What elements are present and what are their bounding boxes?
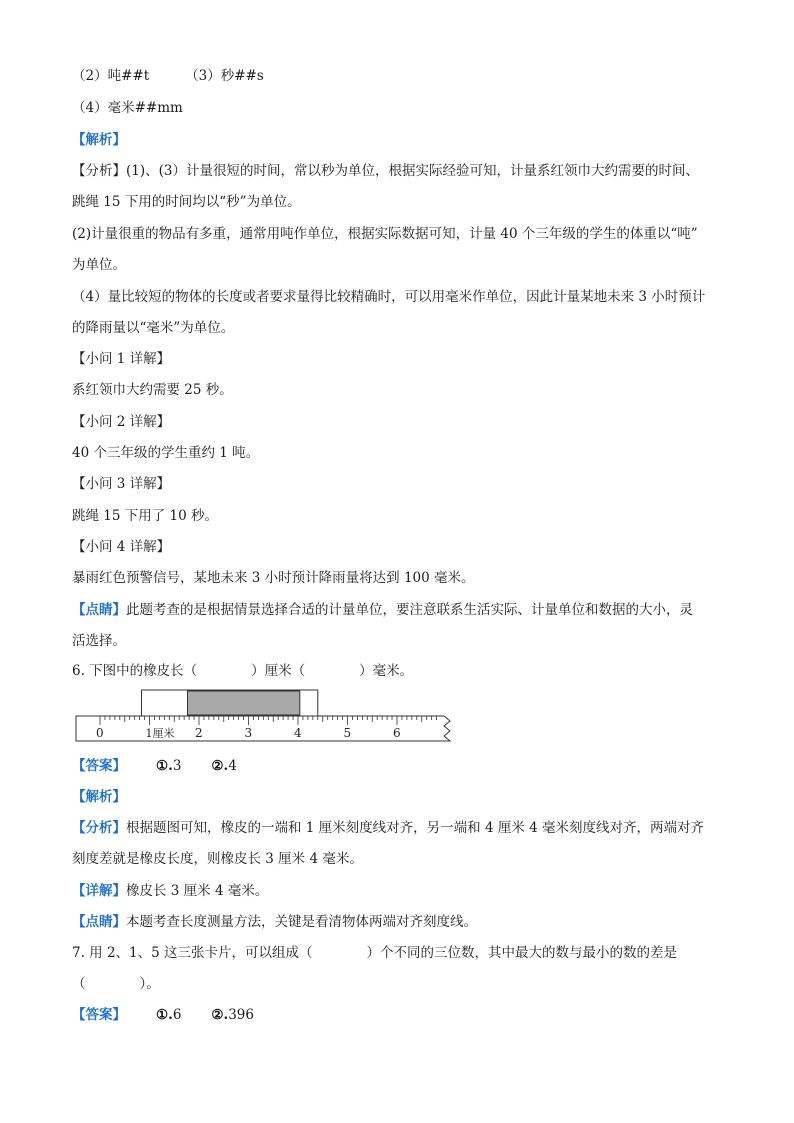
comment-text: 此题考查的是根据情景选择合适的计量单位，要注意联系生活实际、计量单位和数据的大小，灵 [126,602,693,618]
answer-tag: 【答案】 [72,1007,126,1023]
comment-line [72,600,732,620]
analysis-text: 为单位。 [72,257,126,273]
sub-question-heading: 【小问 1 详解】 [72,351,171,367]
sub-question-heading: 【小问 2 详解】 [72,414,171,430]
ruler-label: 1厘米 [145,727,175,740]
eraser-shaded [188,691,300,715]
detail-text: 橡皮长 3 厘米 4 毫米。 [126,883,269,899]
question-7-cont: （ ）。 [72,976,160,992]
comment-text: 活选择。 [72,633,126,649]
sub-answer: 系红领巾大约需要 25 秒。 [72,382,233,398]
answer-value-1: 6 [172,1007,182,1023]
analysis-tag: 【分析】 [72,820,126,836]
answer-3: （3）秒##s [185,68,264,84]
analysis-text: (2)计量很重的物品有多重，通常用吨作单位，根据实际数据可知，计量 40 个三年级的学生的体重以“吨” [72,226,698,242]
analysis-heading: 【解析】 [72,789,126,805]
answer-6-line [72,756,732,776]
answer-marker-2: ②. [211,758,229,774]
detail-line [72,881,732,901]
answer-marker-2: ②. [211,1007,229,1023]
eraser [142,690,318,716]
ruler-label: 2 [195,726,203,740]
answer-line-2-3 [72,66,732,86]
sub-answer: 跳绳 15 下用了 10 秒。 [72,508,219,524]
analysis-text: 根据题图可知，橡皮的一端和 1 厘米刻度线对齐，另一端和 4 厘米 4 毫米刻度线对齐，两端对齐 [126,820,705,836]
analysis-line [72,818,732,838]
comment-line [72,912,732,932]
analysis-text: 刻度差就是橡皮长度，则橡皮长 3 厘米 4 毫米。 [72,851,363,867]
answer-2: （2）吨##t [72,68,150,84]
analysis-text: 的降雨量以“毫米”为单位。 [72,320,235,336]
ruler-figure [72,688,462,744]
sub-question-heading: 【小问 3 详解】 [72,476,171,492]
sub-answer: 暴雨红色预警信号，某地未来 3 小时预计降雨量将达到 100 毫米。 [72,570,475,586]
answer-value-2: 396 [228,1007,254,1023]
sub-answer: 40 个三年级的学生重约 1 吨。 [72,445,260,461]
sub-question-heading: 【小问 4 详解】 [72,539,171,555]
analysis-text: 跳绳 15 下用的时间均以“秒”为单位。 [72,194,301,210]
ruler-label: 4 [294,726,302,740]
ruler-svg [72,688,462,744]
ruler-label: 6 [393,726,401,740]
comment-text: 本题考查长度测量方法，关键是看清物体两端对齐刻度线。 [126,914,477,930]
answer-7-line [72,1005,732,1025]
ruler-label: 3 [244,726,253,740]
comment-tag: 【点睛】 [72,914,126,930]
detail-tag: 【详解】 [72,883,126,899]
analysis-text: 【分析】(1)、(3）计量很短的时间，常以秒为单位，根据实际经验可知，计量系红领巾大约需要的时间、 [72,163,699,179]
question-6: 6. 下图中的橡皮长（ ）厘米（ ）毫米。 [72,663,414,679]
question-7: 7. 用 2、1、5 这三张卡片，可以组成（ ）个不同的三位数，其中最大的数与最小的数的差是 [72,945,678,961]
answer-value-1: 3 [172,758,182,774]
answer-tag: 【答案】 [72,758,126,774]
ruler-label: 5 [343,726,352,740]
answer-value-2: 4 [228,758,237,774]
analysis-heading: 【解析】 [72,132,126,148]
analysis-text: （4）量比较短的物体的长度或者要求量得比较精确时，可以用毫米作单位，因此计量某地未来 3 小时预计 [72,289,706,305]
answer-marker-1: ①. [156,1007,173,1023]
answer-4: （4）毫米##mm [72,100,183,116]
answer-marker-1: ①. [156,758,173,774]
comment-tag: 【点睛】 [72,602,126,618]
ruler-label: 0 [96,726,104,740]
